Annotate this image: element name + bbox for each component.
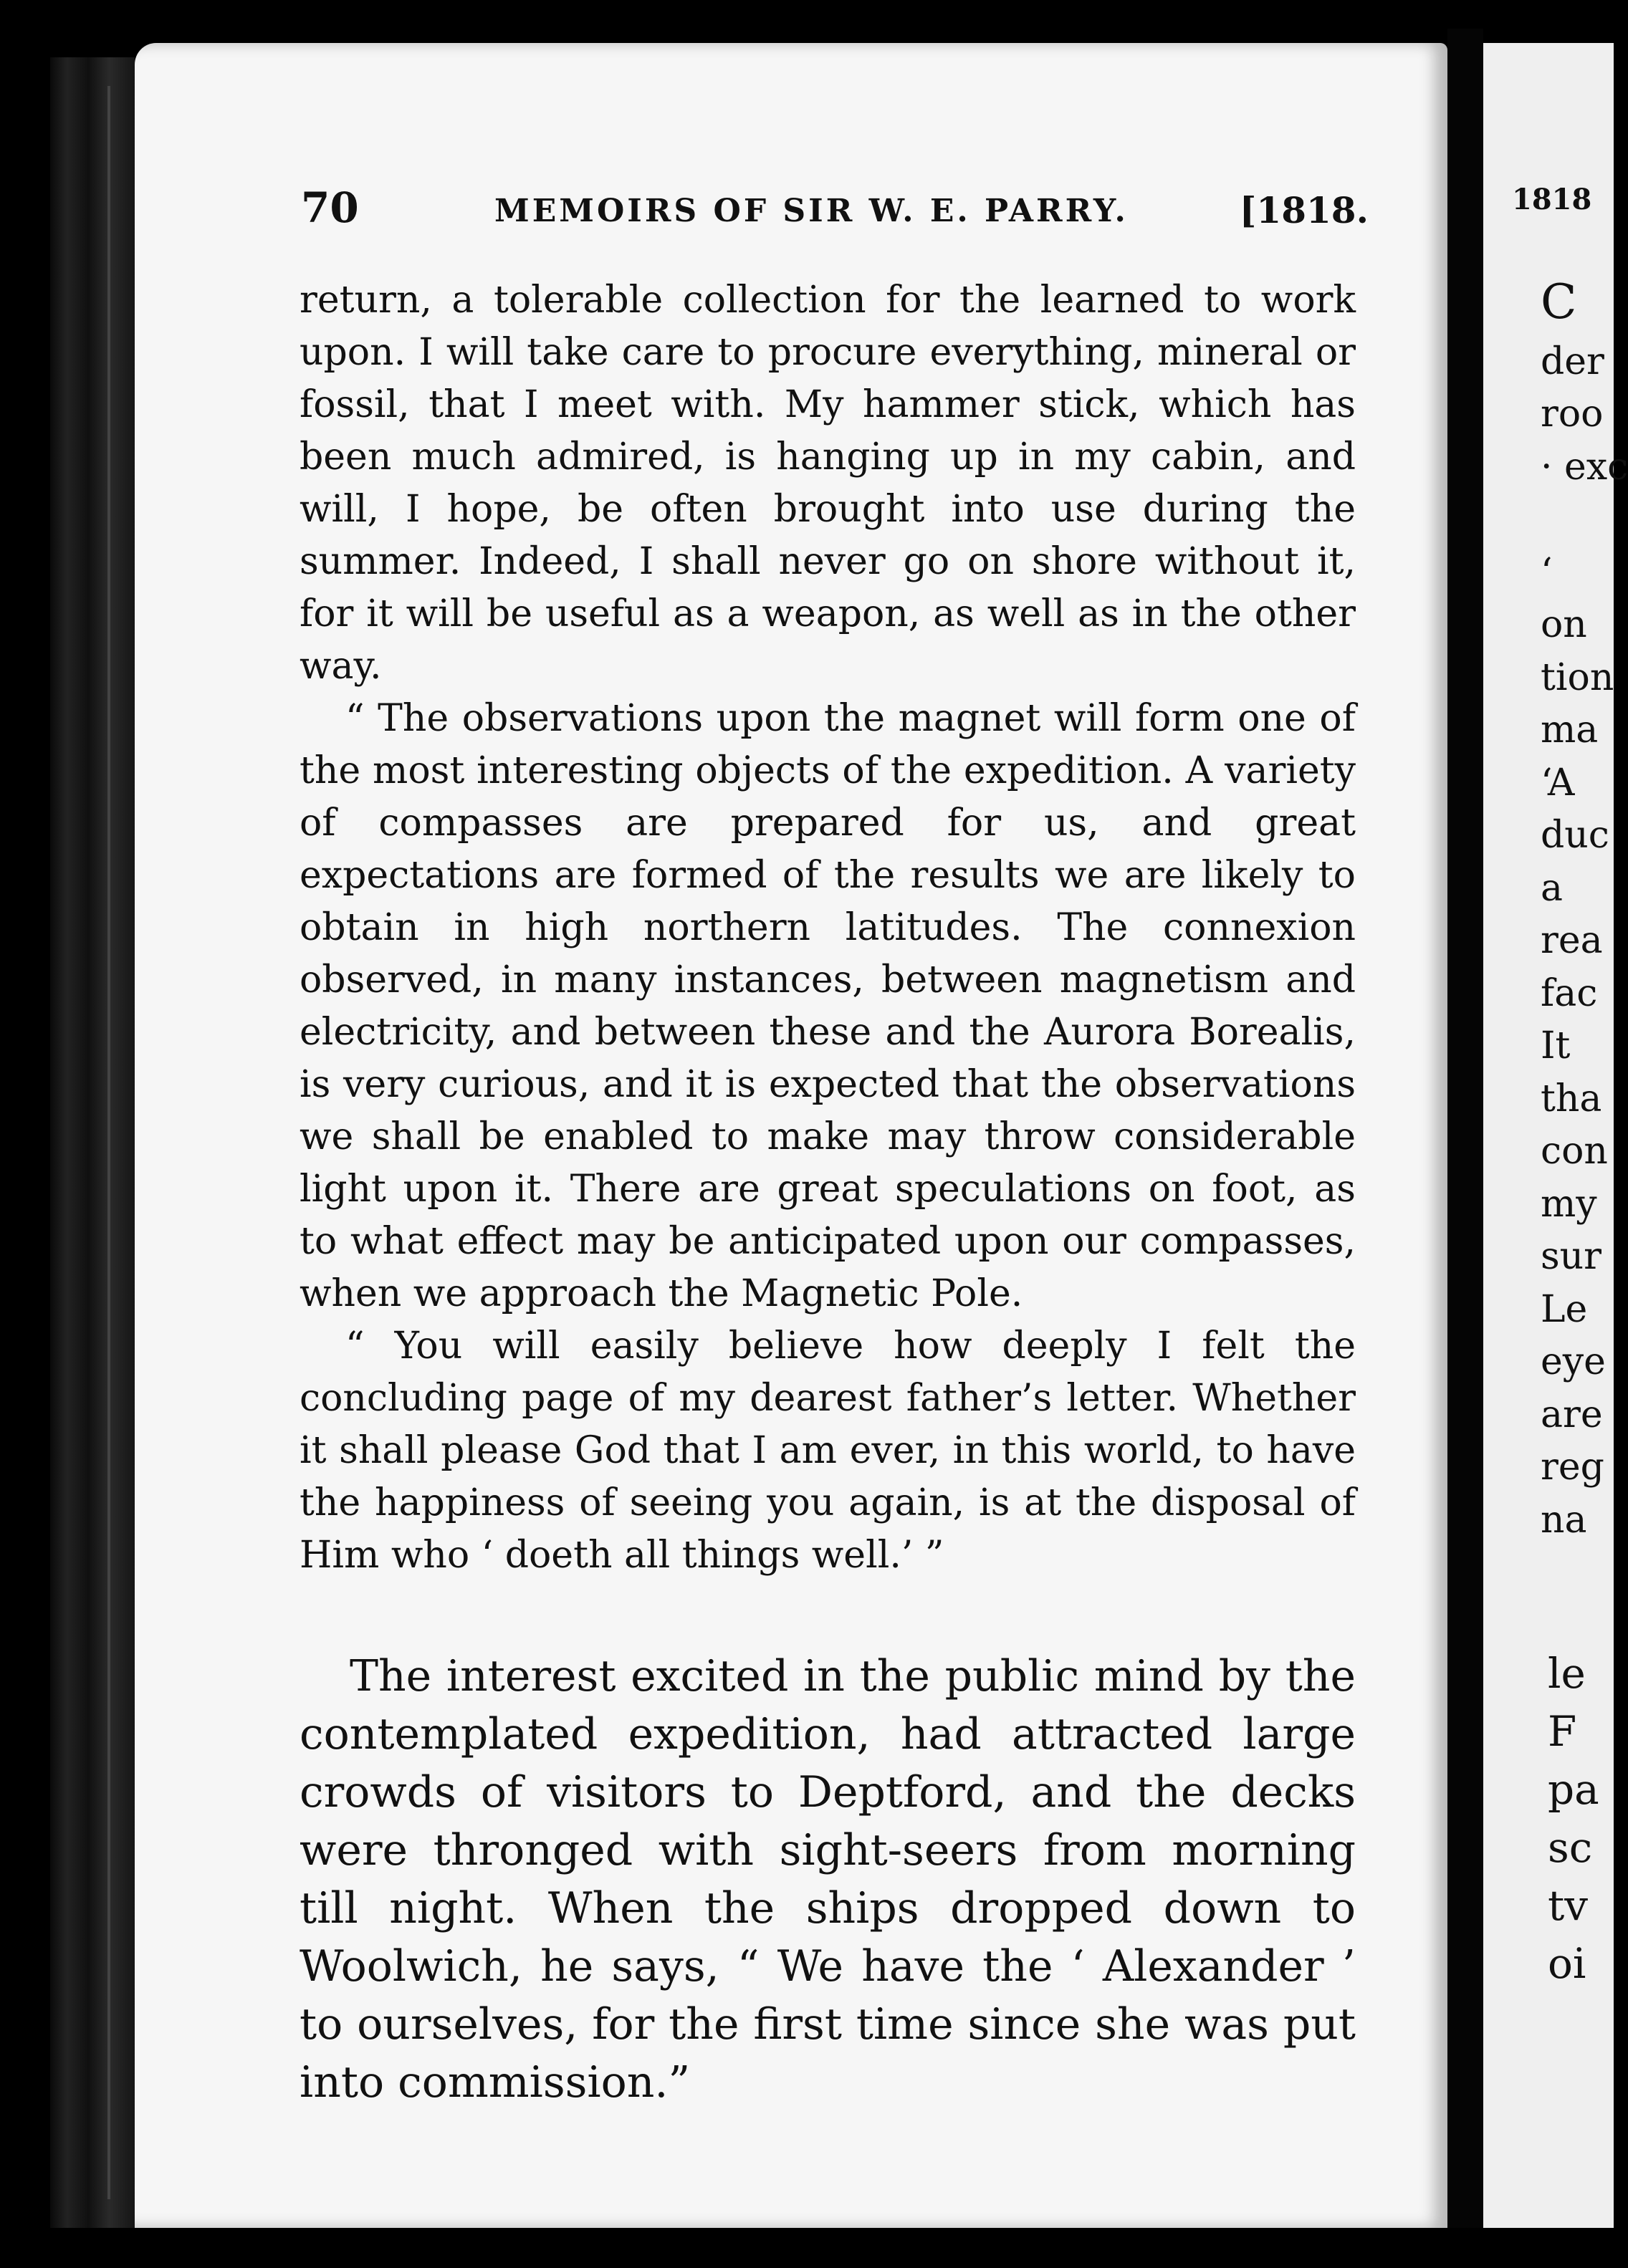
page-body: [300, 274, 1356, 2112]
facing-page-fragment: rea: [1541, 919, 1603, 962]
narrative-paragraph: The interest excited in the public mind by the contemplated expedition, had attracted large crowds of visitors to Deptford, and the decks were thronged with sight-seers from morning till night. When the ships dropped down to Woolwich, he says, “ We have the ‘ Alexander ’ to ourselves, for the first time since she was put into commission.”: [300, 1651, 1356, 2108]
page-number: 70: [301, 183, 359, 232]
facing-page-fragment: ‘: [1541, 550, 1553, 594]
facing-page-header: 1818: [1512, 183, 1592, 216]
facing-page-fragment: on: [1541, 603, 1587, 646]
facing-page-fragment: duc: [1541, 814, 1609, 857]
book-gutter: [1447, 29, 1483, 2242]
scan-bottom-border: [0, 2228, 1614, 2268]
facing-page-fragment: are: [1541, 1393, 1603, 1436]
facing-page-fragment: F: [1548, 1707, 1577, 1756]
facing-page-fragment: roo: [1541, 393, 1604, 436]
facing-page-fragment: ma: [1541, 708, 1599, 751]
facing-page-fragment: der: [1541, 340, 1604, 383]
letter-paragraph: return, a tolerable collection for the learned to work upon. I will take care to procure everything, mineral or fossil, that I meet with. My hammer stick, which has been much admired, is hanging up in my cabin, and will, I hope, be often brought into use during the summer. Indeed, I shall never go on shore without it, for it will be useful as a weapon, as well as in the other way.: [300, 279, 1356, 688]
book-edge-line: [107, 86, 110, 2199]
running-year: [1818.: [1239, 189, 1369, 231]
facing-page-fragment: reg: [1541, 1446, 1604, 1489]
facing-page-fragment: tha: [1541, 1077, 1602, 1120]
book-edge-left: [50, 57, 135, 2228]
letter-paragraph: “ The observations upon the magnet will form one of the most interesting objects of the expedition. A variety of compasses are prepared for us, and great expectations are formed of the results we are likely to obtain in high northern latitudes. The connexion observed, in many instances, between magnetism and electricity, and between these and the Aurora Borealis, is very curious, and it is expected that the observations we shall be enabled to make may throw considerable light upon it. There are great speculations on foot, as to what effect may be anticipated upon our compasses, when we approach the Magnetic Pole.: [300, 697, 1356, 1315]
letter-paragraph: “ You will easily believe how deeply I felt the concluding page of my dearest father’s letter. Whether it shall please God that I am ever, in this world, to have the happiness of seeing you again, is at the disposal of Him who ‘ doeth all things well.’ ”: [300, 1325, 1356, 1577]
facing-page-fragment: le: [1548, 1649, 1586, 1698]
facing-page-fragment: ‘A: [1541, 761, 1575, 804]
facing-page-fragment: my: [1541, 1182, 1597, 1226]
running-head: [301, 179, 1369, 236]
narrative-section: [300, 1648, 1356, 2112]
facing-page-fragment: sc: [1548, 1823, 1593, 1872]
running-title: MEMOIRS OF SIR W. E. PARRY.: [494, 193, 1129, 229]
facing-page-fragment: oi: [1548, 1939, 1586, 1988]
letter-quotation: [300, 274, 1356, 1582]
facing-page-fragment: sur: [1541, 1235, 1602, 1278]
facing-page-fragment: It: [1541, 1024, 1571, 1067]
facing-page-fragment: tv: [1548, 1881, 1589, 1930]
facing-page-fragment: a: [1541, 866, 1564, 910]
facing-page-fragment: Le: [1541, 1287, 1588, 1331]
facing-page-fragment: C: [1541, 274, 1577, 330]
facing-page-fragment: · exc: [1541, 445, 1628, 489]
facing-page-fragment: con: [1541, 1130, 1608, 1173]
facing-page-fragment: tion: [1541, 655, 1614, 699]
facing-page-fragment: eye: [1541, 1340, 1606, 1383]
facing-page-fragment: fac: [1541, 971, 1598, 1015]
facing-page-fragment: na: [1541, 1498, 1587, 1542]
facing-page-fragment: pa: [1548, 1765, 1599, 1814]
